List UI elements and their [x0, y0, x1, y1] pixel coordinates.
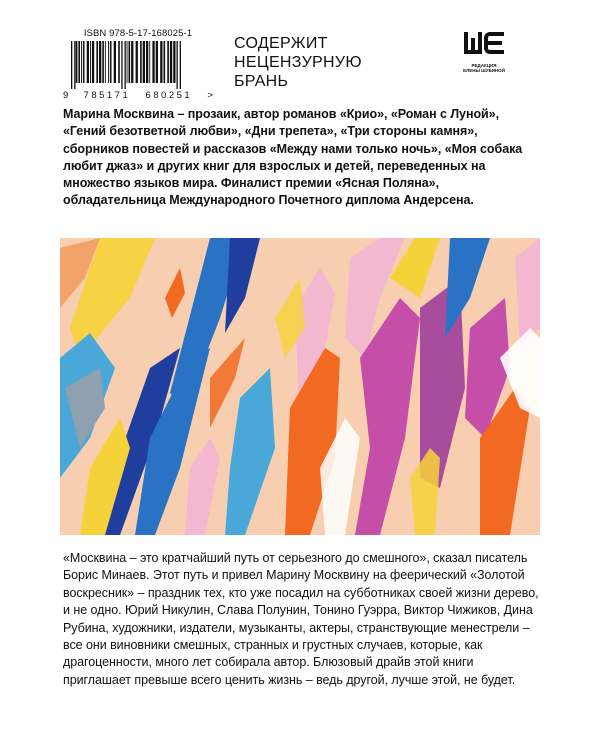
- barcode-bar: [90, 41, 91, 83]
- barcode-bar: [143, 41, 145, 83]
- barcode-bar: [173, 41, 175, 83]
- barcode-bar: [96, 41, 98, 83]
- barcode-bar: [149, 41, 150, 83]
- barcode-bar: [71, 41, 72, 89]
- barcode-bar: [87, 41, 89, 83]
- publisher-logo: [452, 30, 516, 73]
- barcode-bar: [146, 41, 148, 83]
- barcode-bar: [167, 41, 169, 83]
- isbn-label: ISBN 978-5-17-168025-1: [83, 28, 193, 39]
- barcode-bar: [164, 41, 166, 83]
- publisher-caption-line1: РЕДАКЦИЯ: [471, 63, 497, 68]
- barcode-bar: [110, 41, 112, 83]
- barcode-bar: [136, 41, 138, 83]
- barcode-bar: [108, 41, 109, 83]
- barcode-bar: [160, 41, 162, 83]
- author-bio: Марина Москвина – прозаик, автор романов «Крио», «Роман с Луной», «Гений безответной любви», «Дни трепета», «Три стороны камня», сборников повестей и рассказов «Между нами только ночь», «Моя собака любит джаз» и других книг для взрослых и детей, переведенных на множество языков мира. Финалист премии «Ясная Поляна», обладательница Международного Почетного диплома Андерсена.: [63, 107, 523, 208]
- barcode-bar: [102, 41, 104, 83]
- barcode-bar: [105, 41, 106, 83]
- barcode-bar: [83, 41, 85, 83]
- barcode-digit-lead: 9: [63, 90, 69, 101]
- publisher-caption-line2: ЕЛЕНЫ ШУБИНОЙ: [463, 68, 505, 73]
- barcode-bar: [180, 41, 181, 89]
- abstract-brushstroke-image: [60, 238, 540, 535]
- barcode-bar: [99, 41, 101, 83]
- profanity-warning: СОДЕРЖИТ НЕЦЕНЗУРНУЮ БРАНЬ: [234, 35, 362, 90]
- barcode-bar: [92, 41, 94, 83]
- barcode-bar: [125, 41, 126, 89]
- barcode-bar: [177, 41, 178, 89]
- barcode-bar: [76, 41, 78, 83]
- barcode-bar: [156, 41, 158, 83]
- barcode-bar: [127, 41, 128, 83]
- book-description: «Москвина – это кратчайший путь от серьезного до смешного», сказал писатель Борис Минаев. Этот путь и привел Марину Москвину на феерический «Золотой воскресник» – праздник тех, кто уже посадил на субботниках своей жизни дерево, и не одно. Юрий Никулин, Слава Полунин, Тонино Гуэрра, Виктор Чижиков, Дина Рубина, художники, издатели, музыканты, актеры, странствующие менестрели – все они виновники смешных, странных и грустных случаев, которые, как драгоценности, много лет собирала автор. Блюзовый драйв этой книги приглашает превыше всего ценить жизнь – ведь другой, лучше этой, не будет.: [63, 551, 539, 687]
- barcode-digits-left: 785171: [83, 90, 131, 101]
- barcode-bar: [152, 41, 154, 83]
- barcode-bar: [114, 41, 116, 83]
- barcode-digits-right: 680251: [145, 90, 193, 101]
- barcode-bar: [140, 41, 142, 83]
- barcode-icon: [63, 41, 213, 89]
- publisher-logo-icon: [462, 30, 506, 56]
- cover-artwork: [60, 238, 540, 535]
- barcode-digits: [63, 90, 213, 101]
- isbn-block: [63, 28, 213, 101]
- barcode-bar: [81, 41, 82, 83]
- barcode-digit-tail: >: [207, 90, 213, 101]
- barcode-bar: [118, 41, 120, 83]
- barcode-bar: [170, 41, 172, 83]
- barcode-bar: [74, 41, 75, 89]
- barcode-bar: [78, 41, 80, 83]
- barcode-bar: [121, 41, 122, 89]
- barcode-bar: [129, 41, 131, 83]
- barcode-bar: [131, 41, 133, 83]
